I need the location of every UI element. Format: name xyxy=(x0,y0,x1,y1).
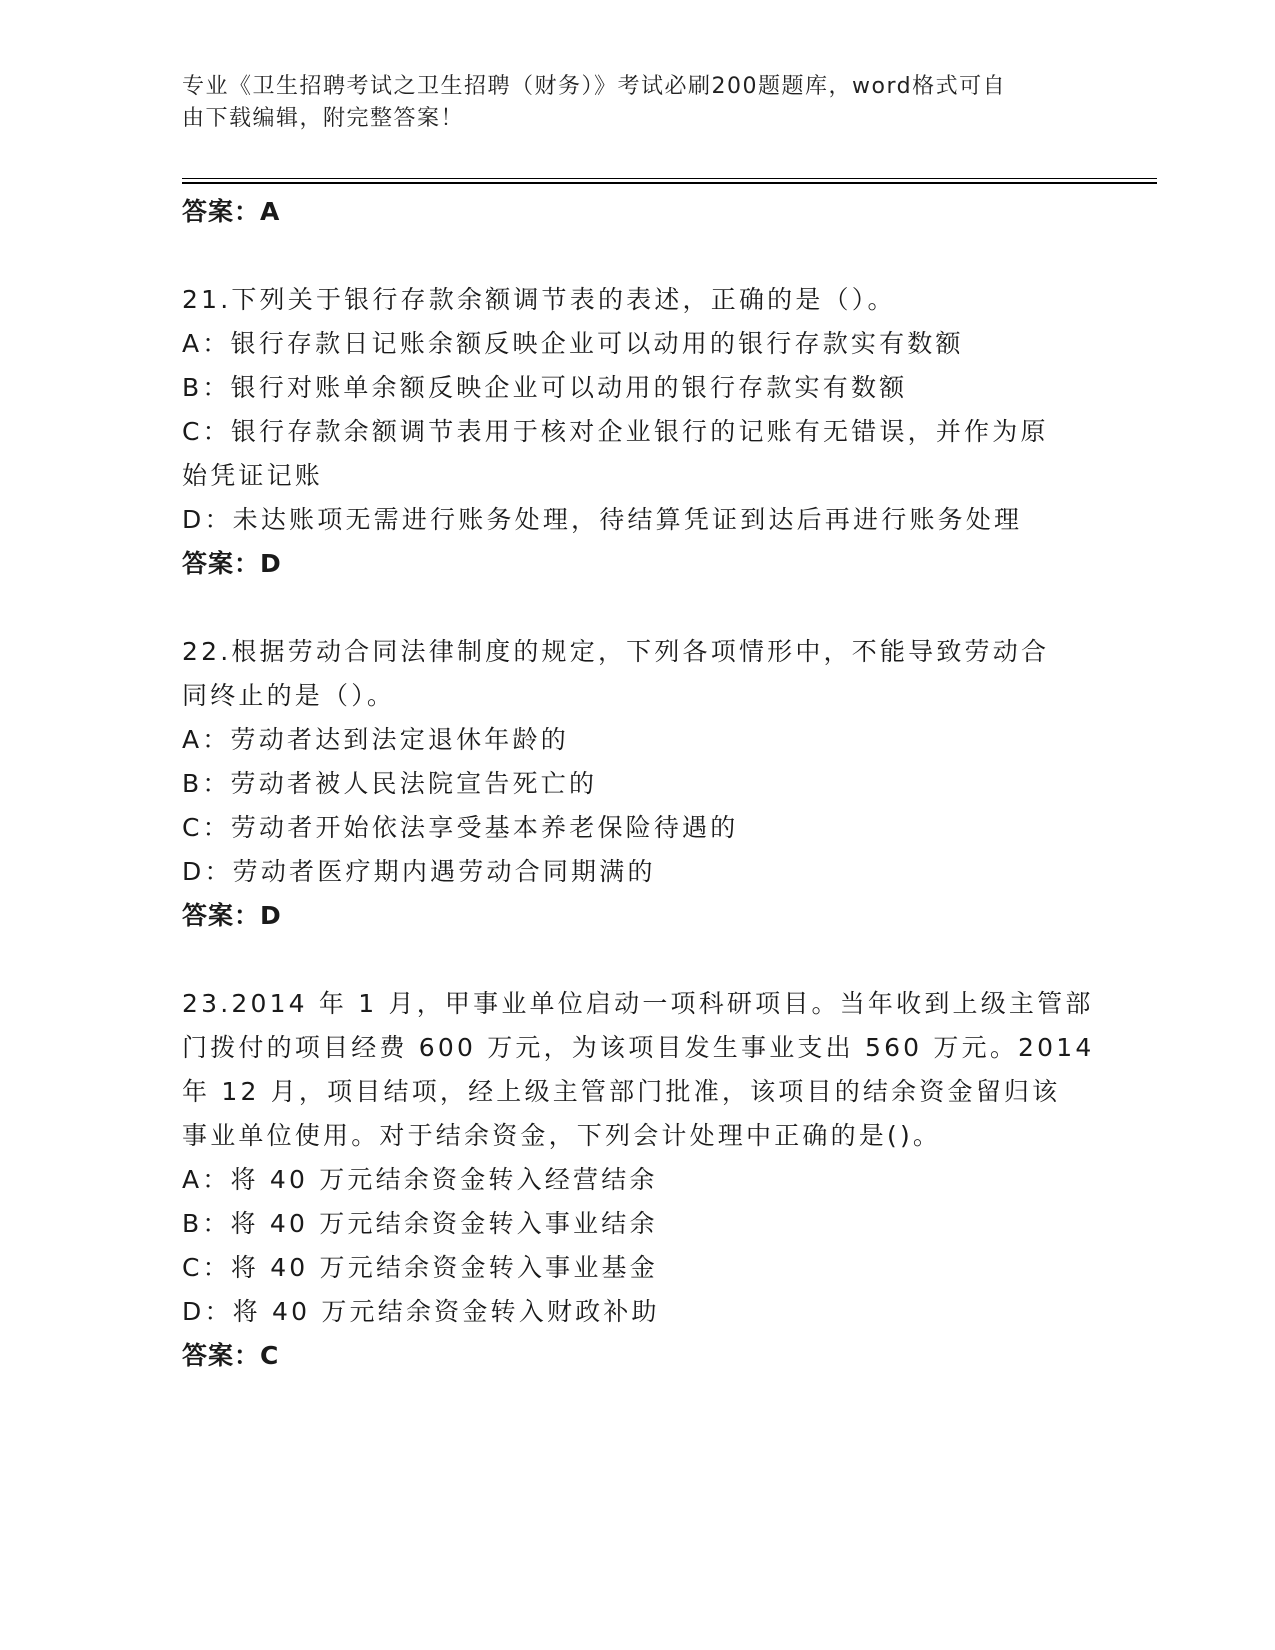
option-a: A：劳动者达到法定退休年龄的 xyxy=(182,725,569,754)
header-divider-top xyxy=(182,178,1157,179)
question-block xyxy=(182,278,1082,586)
question-list xyxy=(182,190,1095,1378)
question-stem: 22.根据劳动合同法律制度的规定，下列各项情形中，不能导致劳动合 xyxy=(182,637,1050,666)
option-c: C：劳动者开始依法享受基本养老保险待遇的 xyxy=(182,813,739,842)
option-c: C：将 40 万元结余资金转入事业基金 xyxy=(182,1253,658,1282)
header-line-2: 由下载编辑，附完整答案！ xyxy=(182,106,465,131)
option-a: A：银行存款日记账余额反映企业可以动用的银行存款实有数额 xyxy=(182,329,964,358)
option-b: B：银行对账单余额反映企业可以动用的银行存款实有数额 xyxy=(182,373,908,402)
answer-line: 答案：D xyxy=(182,549,282,578)
option-a: A：将 40 万元结余资金转入经营结余 xyxy=(182,1165,658,1194)
answer-line: 答案：D xyxy=(182,901,282,930)
option-d: D：将 40 万元结余资金转入财政补助 xyxy=(182,1297,660,1326)
option-b: B：劳动者被人民法院宣告死亡的 xyxy=(182,769,598,798)
option-b: B：将 40 万元结余资金转入事业结余 xyxy=(182,1209,658,1238)
question-stem: 23.2014 年 1 月，甲事业单位启动一项科研项目。当年收到上级主管部 xyxy=(182,989,1094,1018)
document-header xyxy=(182,71,1062,135)
question-stem-continued: 事业单位使用。对于结余资金，下列会计处理中正确的是()。 xyxy=(182,1121,942,1150)
question-block xyxy=(182,982,1095,1378)
header-line-1: 专业《卫生招聘考试之卫生招聘（财务）》考试必刷200题题库，word格式可自 xyxy=(182,74,1007,99)
question-stem: 21.下列关于银行存款余额调节表的表述，正确的是（）。 xyxy=(182,285,896,314)
question-stem-continued: 门拨付的项目经费 600 万元，为该项目发生事业支出 560 万元。2014 xyxy=(182,1033,1095,1062)
option-c-continued: 始凭证记账 xyxy=(182,461,324,490)
option-d: D：未达账项无需进行账务处理，待结算凭证到达后再进行账务处理 xyxy=(182,505,1023,534)
question-stem-continued: 同终止的是（）。 xyxy=(182,681,396,710)
option-c: C：银行存款余额调节表用于核对企业银行的记账有无错误，并作为原 xyxy=(182,417,1049,446)
answer-line: 答案：C xyxy=(182,1341,280,1370)
header-divider-bottom xyxy=(182,182,1157,184)
question-block xyxy=(182,630,1082,938)
option-d: D：劳动者医疗期内遇劳动合同期满的 xyxy=(182,857,656,886)
answer-line: 答案：A xyxy=(182,197,281,226)
question-stem-continued: 年 12 月，项目结项，经上级主管部门批准，该项目的结余资金留归该 xyxy=(182,1077,1061,1106)
